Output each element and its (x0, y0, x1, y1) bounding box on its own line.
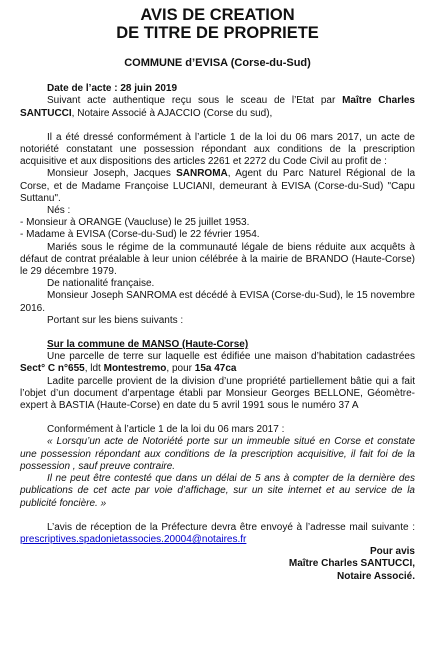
parcelle-surface: 15a 47ca (194, 363, 237, 375)
beneficiaire-paragraph (20, 168, 415, 205)
biens-heading (20, 339, 415, 351)
birth-madame: - Madame à EVISA (Corse-du-Sud) le 22 février 1954. (20, 229, 260, 241)
loi-quote-1: « Lorsqu’un acte de Notoriété porte sur un immeuble situé en Corse et constate une possession répondant aux conditions de la prescription acquisitive, il fait foi de la possession , sauf preuve contraire. (20, 436, 415, 472)
beneficiaire-text-end: , Agent du Parc Naturel Régional de la Corse, et de Madame Françoise LUCIANI, demeurant à EVISA (Corse-du-Sud) "Capu Suttanu". (20, 168, 416, 204)
nationalite-line: De nationalité française. (47, 278, 155, 290)
loi-quote-2: Il ne peut être contesté que dans un délai de 5 ans à compter de la dernière des publications de cet acte par voie d’affichage, sur un site internet et au service de la publicité foncière. » (20, 473, 415, 509)
biens-intro: Portant sur les biens suivants : (47, 314, 184, 326)
signature-pour-avis: Pour avis (369, 546, 415, 558)
notice-title (20, 6, 415, 42)
lieu-dit: Montestremo (103, 363, 167, 375)
loi-intro: Conformément à l’article 1 de la loi du 06 mars 2017 : (47, 424, 285, 436)
parcelle-sep-2: , pour (166, 363, 195, 375)
notary-name: Maître Charles SANTUCCI (20, 95, 415, 119)
acte-date-label: Date de l’acte : 28 juin 2019 (47, 83, 178, 95)
beneficiaire-text: Monsieur Joseph, Jacques (47, 168, 177, 180)
birth-monsieur: - Monsieur à ORANGE (Vaucluse) le 25 juillet 1953. (20, 217, 250, 229)
notoriete-paragraph: Il a été dressé conformément à l’article 1 de la loi du 06 mars 2017, un acte de notoriété constatant une possession répondant aux conditions de la prescription acquisitive et aux dispositions des articles 2261 et 2272 du Code Civil au profit de : (20, 131, 415, 168)
parcelle-sep: , ldt (84, 363, 104, 375)
acte-date (20, 83, 415, 95)
acte-intro-text: Suivant acte authentique reçu sous le sceau de l’Etat par (47, 95, 343, 107)
reception-text: L’avis de réception de la Préfecture devra être envoyé à l’adresse mail suivante : (47, 521, 415, 533)
cadastre-ref: Sect° C n°655 (20, 363, 85, 375)
title-line-2: DE TITRE DE PROPRIETE (116, 24, 319, 42)
commune-heading: COMMUNE d’EVISA (Corse-du-Sud) (124, 57, 311, 69)
signature-block (20, 546, 415, 583)
reception-paragraph (20, 522, 415, 546)
biens-heading-text: Sur la commune de MANSO (Haute-Corse) (47, 339, 249, 351)
parcelle-text: Une parcelle de terre sur laquelle est édifiée une maison d’habitation cadastrées (47, 351, 415, 363)
parcelle-paragraph (20, 351, 415, 375)
nes-label: Nés : (47, 205, 71, 217)
division-paragraph: Ladite parcelle provient de la division d’une propriété partiellement bâtie qui a fait l’objet d’un document d’arpentage établi par Monsieur Georges BELLONE, Géomètre-expert à BASTIA (Haute-Corse) en date du 5 avril 1991 sous le numéro 37 A (20, 375, 415, 412)
mariage-paragraph: Mariés sous le régime de la communauté légale de biens réduite aux acquêts à défaut de contrat préalable à leur union célébrée à la mairie de BRANDO (Haute-Corse) le 29 décembre 1979. (20, 241, 415, 278)
signature-notary: Maître Charles SANTUCCI, (288, 558, 415, 570)
reception-email-link[interactable]: prescriptives.spadonietassocies.20004@notaires.fr (20, 533, 247, 545)
beneficiaire-surname: SANROMA (176, 168, 228, 180)
acte-intro (20, 95, 415, 119)
deces-paragraph: Monsieur Joseph SANROMA est décédé à EVISA (Corse-du-Sud), le 15 novembre 2016. (20, 290, 415, 314)
acte-intro-text-end: , Notaire Associé à AJACCIO (Corse du sud), (71, 107, 273, 119)
signature-role: Notaire Associé. (337, 570, 415, 582)
title-line-1: AVIS DE CREATION (140, 6, 295, 24)
